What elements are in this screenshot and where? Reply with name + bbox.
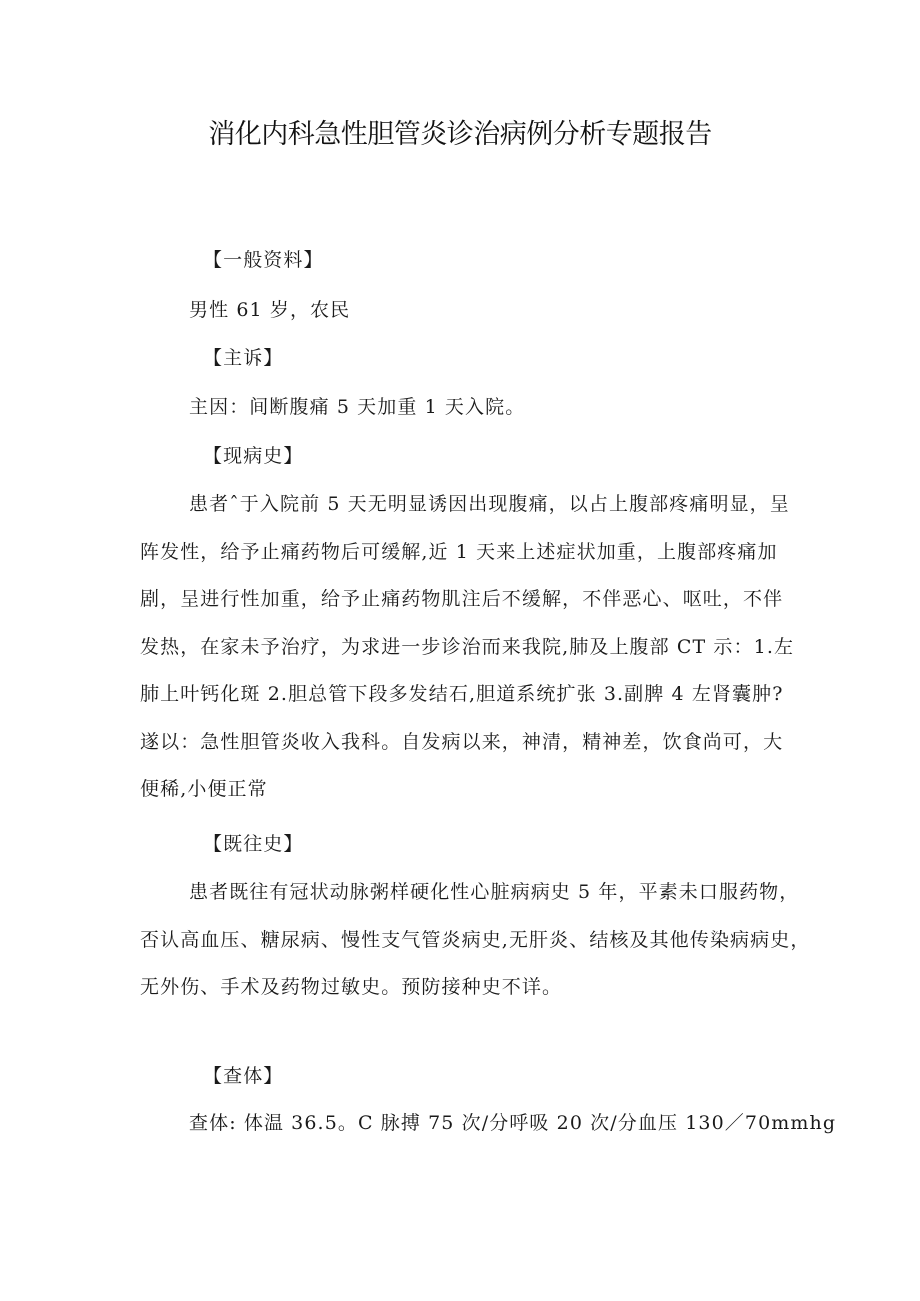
general-info-text: 男性 61 岁，农民 [189,299,351,321]
paragraph-line: 患者ˆ于入院前 5 天无明显诱因出现腹痛，以占上腹部疼痛明显，呈 [189,493,790,515]
present-history-paragraph [140,490,795,823]
exam-text: 查体: 体温 36.5。C 脉搏 75 次/分呼吸 20 次/分血压 130／70mmhg [189,1112,837,1134]
section-heading-complaint: 【主诉】 [203,347,284,369]
complaint-text: 主因：间断腹痛 5 天加重 1 天入院。 [189,396,526,418]
past-history-paragraph [140,878,811,1021]
section-heading-present-history: 【现病史】 [203,445,304,467]
paragraph-line: 患者既往有冠状动脉粥样硬化性心脏病病史 5 年，平素未口服药物， [189,881,800,903]
paragraph-line: 剧，呈进行性加重，给予止痛药物肌注后不缓解，不伴恶心、呕吐，不伴 [140,588,784,610]
paragraph-line: 阵发性，给予止痛药物后可缓解,近 1 天来上述症状加重，上腹部疼痛加 [140,540,778,563]
section-heading-exam: 【查体】 [203,1065,284,1087]
paragraph-line: 遂以：急性胆管炎收入我科。自发病以来，神清，精神差，饮食尚可，大 [140,730,784,753]
paragraph-line: 肺上叶钙化斑 2.胆总管下段多发结石,胆道系统扩张 3.副脾 4 左肾囊肿? [140,683,784,705]
paragraph-line: 便稀,小便正常 [140,778,268,800]
section-heading-past-history: 【既往史】 [203,833,304,855]
document-title: 消化内科急性胆管炎诊治病例分析专题报告 [208,119,712,150]
paragraph-line: 发热，在家未予治疗，为求进一步诊治而来我院,肺及上腹部 CT 示：1.左 [140,635,795,658]
paragraph-line: 否认高血压、糖尿病、慢性支气管炎病史,无肝炎、结核及其他传染病病史， [140,928,811,951]
section-heading-general: 【一般资料】 [203,249,324,271]
paragraph-line: 无外伤、手术及药物过敏史。预防接种史不详。 [140,976,563,998]
